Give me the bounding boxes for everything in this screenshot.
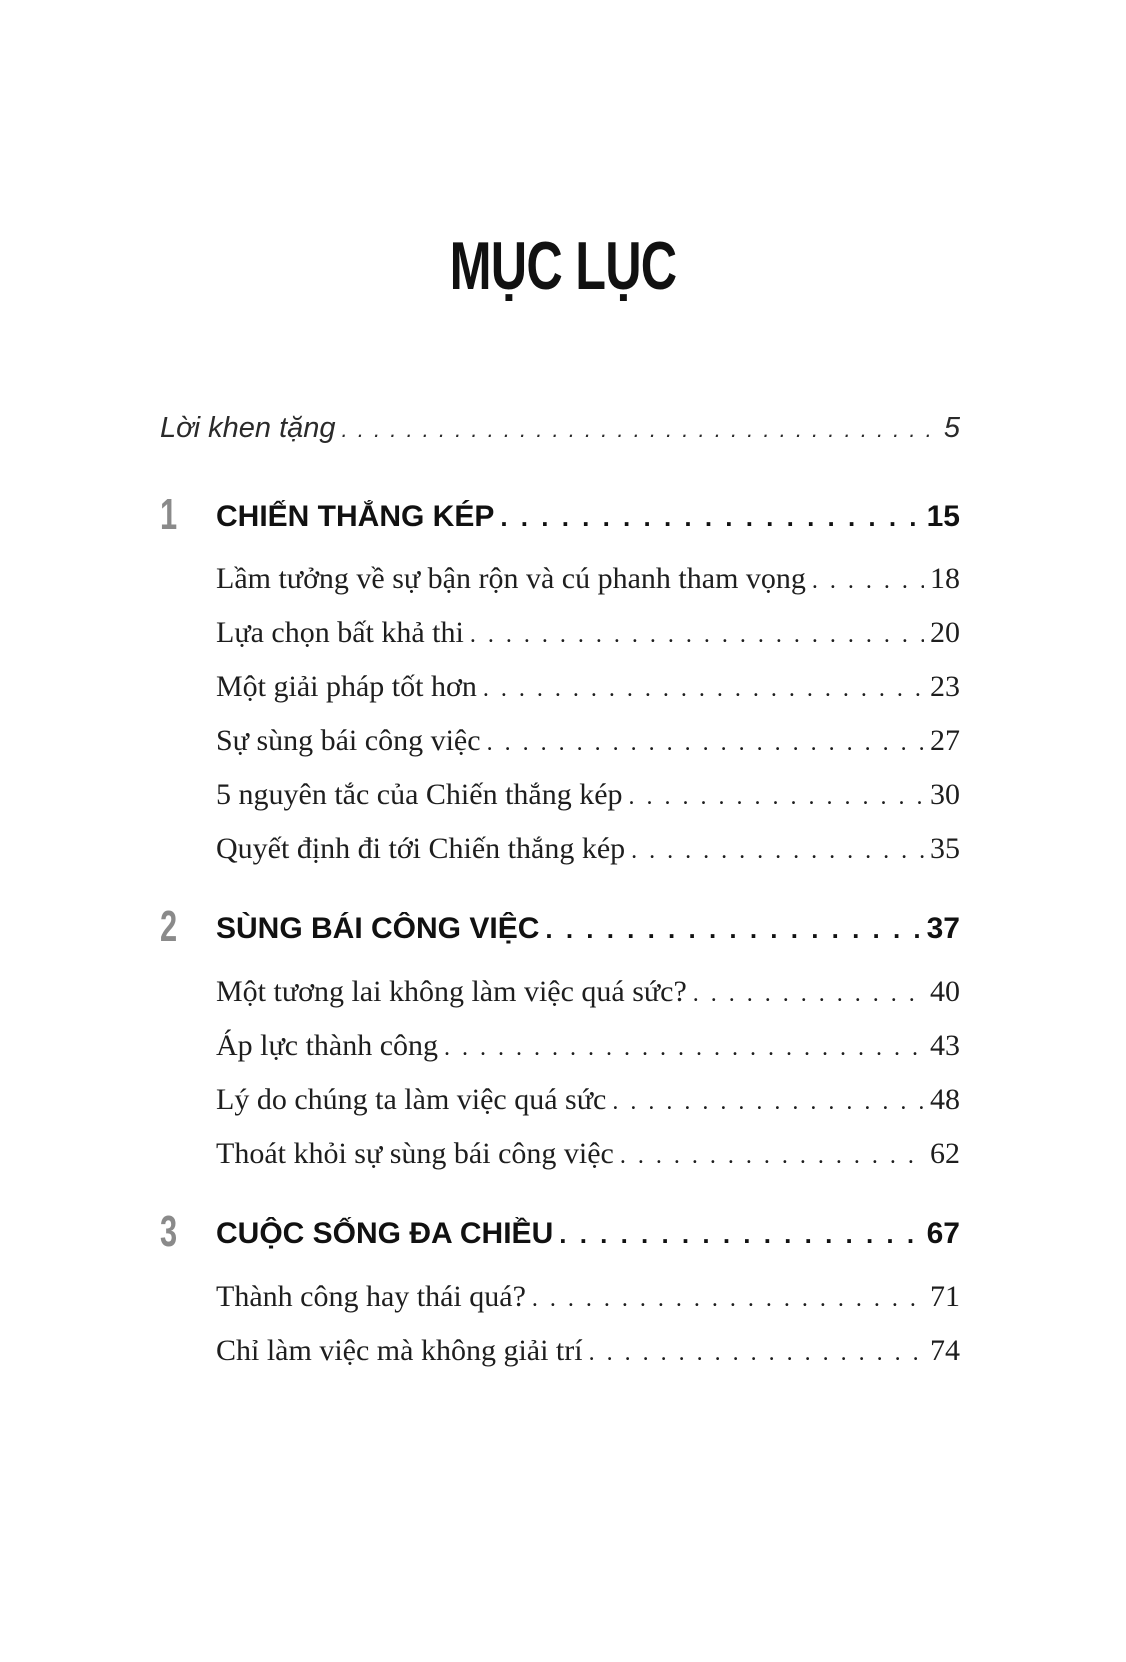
- section-label: Thoát khỏi sự sùng bái công việc: [216, 1137, 614, 1170]
- section-label: Quyết định đi tới Chiến thắng kép: [216, 832, 626, 865]
- toc-section[interactable]: [216, 1083, 960, 1117]
- chapter-title: CUỘC SỐNG ĐA CHIỀU: [216, 1217, 554, 1250]
- section-label: Thành công hay thái quá?: [216, 1280, 526, 1313]
- dot-leader: [444, 1035, 924, 1062]
- section-page-number: 48: [930, 1083, 960, 1116]
- toc-chapter-1[interactable]: [216, 500, 960, 534]
- dot-leader: [589, 1340, 924, 1367]
- dot-leader: [532, 1286, 924, 1313]
- chapter-page-number: 37: [926, 912, 960, 945]
- dot-leader: [545, 914, 920, 945]
- section-label: Áp lực thành công: [216, 1029, 439, 1062]
- section-page-number: 20: [930, 616, 960, 649]
- toc-section[interactable]: [216, 670, 960, 704]
- dot-leader: [559, 1219, 920, 1250]
- section-label: Lý do chúng ta làm việc quá sức: [216, 1083, 607, 1116]
- toc-section[interactable]: [216, 724, 960, 758]
- section-label: Lựa chọn bất khả thi: [216, 616, 464, 649]
- section-page-number: 40: [930, 975, 960, 1008]
- section-label: Một giải pháp tốt hơn: [216, 670, 477, 703]
- dot-leader: [500, 502, 920, 533]
- dot-leader: [629, 784, 924, 811]
- section-label: Một tương lai không làm việc quá sức?: [216, 975, 687, 1008]
- section-page-number: 27: [930, 724, 960, 757]
- section-page-number: 18: [930, 562, 960, 595]
- section-page-number: 62: [930, 1137, 960, 1170]
- toc-section[interactable]: [216, 778, 960, 812]
- section-label: Lầm tưởng về sự bận rộn và cú phanh tham vọng: [216, 562, 806, 595]
- toc-section[interactable]: [216, 616, 960, 650]
- dot-leader: [693, 981, 924, 1008]
- toc-section[interactable]: [216, 1280, 960, 1314]
- toc-section[interactable]: [216, 1029, 960, 1063]
- chapter-number: 1: [160, 490, 178, 539]
- dot-leader: [620, 1143, 924, 1170]
- section-label: 5 nguyên tắc của Chiến thắng kép: [216, 778, 623, 811]
- chapter-page-number: 67: [926, 1217, 960, 1250]
- chapter-number: 2: [160, 902, 178, 951]
- toc-chapter-2[interactable]: [216, 912, 960, 946]
- section-page-number: 74: [930, 1334, 960, 1367]
- section-page-number: 35: [930, 832, 960, 865]
- chapter-number: 3: [160, 1207, 178, 1256]
- toc-section[interactable]: [216, 562, 960, 596]
- entry-page-number: 5: [943, 412, 960, 444]
- dot-leader: [612, 1089, 924, 1116]
- section-label: Chỉ làm việc mà không giải trí: [216, 1334, 583, 1367]
- toc-chapter-3[interactable]: [216, 1217, 960, 1251]
- dot-leader: [342, 417, 938, 443]
- section-label: Sự sùng bái công việc: [216, 724, 481, 757]
- section-page-number: 23: [930, 670, 960, 703]
- section-page-number: 43: [930, 1029, 960, 1062]
- toc-section[interactable]: [216, 1137, 960, 1171]
- page-title: MỤC LỤC: [449, 228, 677, 304]
- chapter-title: SÙNG BÁI CÔNG VIỆC: [216, 912, 540, 945]
- dot-leader: [631, 838, 924, 865]
- chapter-title: CHIẾN THẮNG KÉP: [216, 500, 495, 533]
- dot-leader: [470, 622, 924, 649]
- toc-section[interactable]: [216, 975, 960, 1009]
- entry-label: Lời khen tặng: [160, 412, 336, 444]
- dot-leader: [487, 730, 924, 757]
- section-page-number: 71: [930, 1280, 960, 1313]
- section-page-number: 30: [930, 778, 960, 811]
- chapter-page-number: 15: [926, 500, 960, 533]
- toc-section[interactable]: [216, 1334, 960, 1368]
- dot-leader: [812, 568, 924, 595]
- dot-leader: [483, 676, 924, 703]
- toc-entry-intro[interactable]: [160, 412, 960, 445]
- toc-section[interactable]: [216, 832, 960, 866]
